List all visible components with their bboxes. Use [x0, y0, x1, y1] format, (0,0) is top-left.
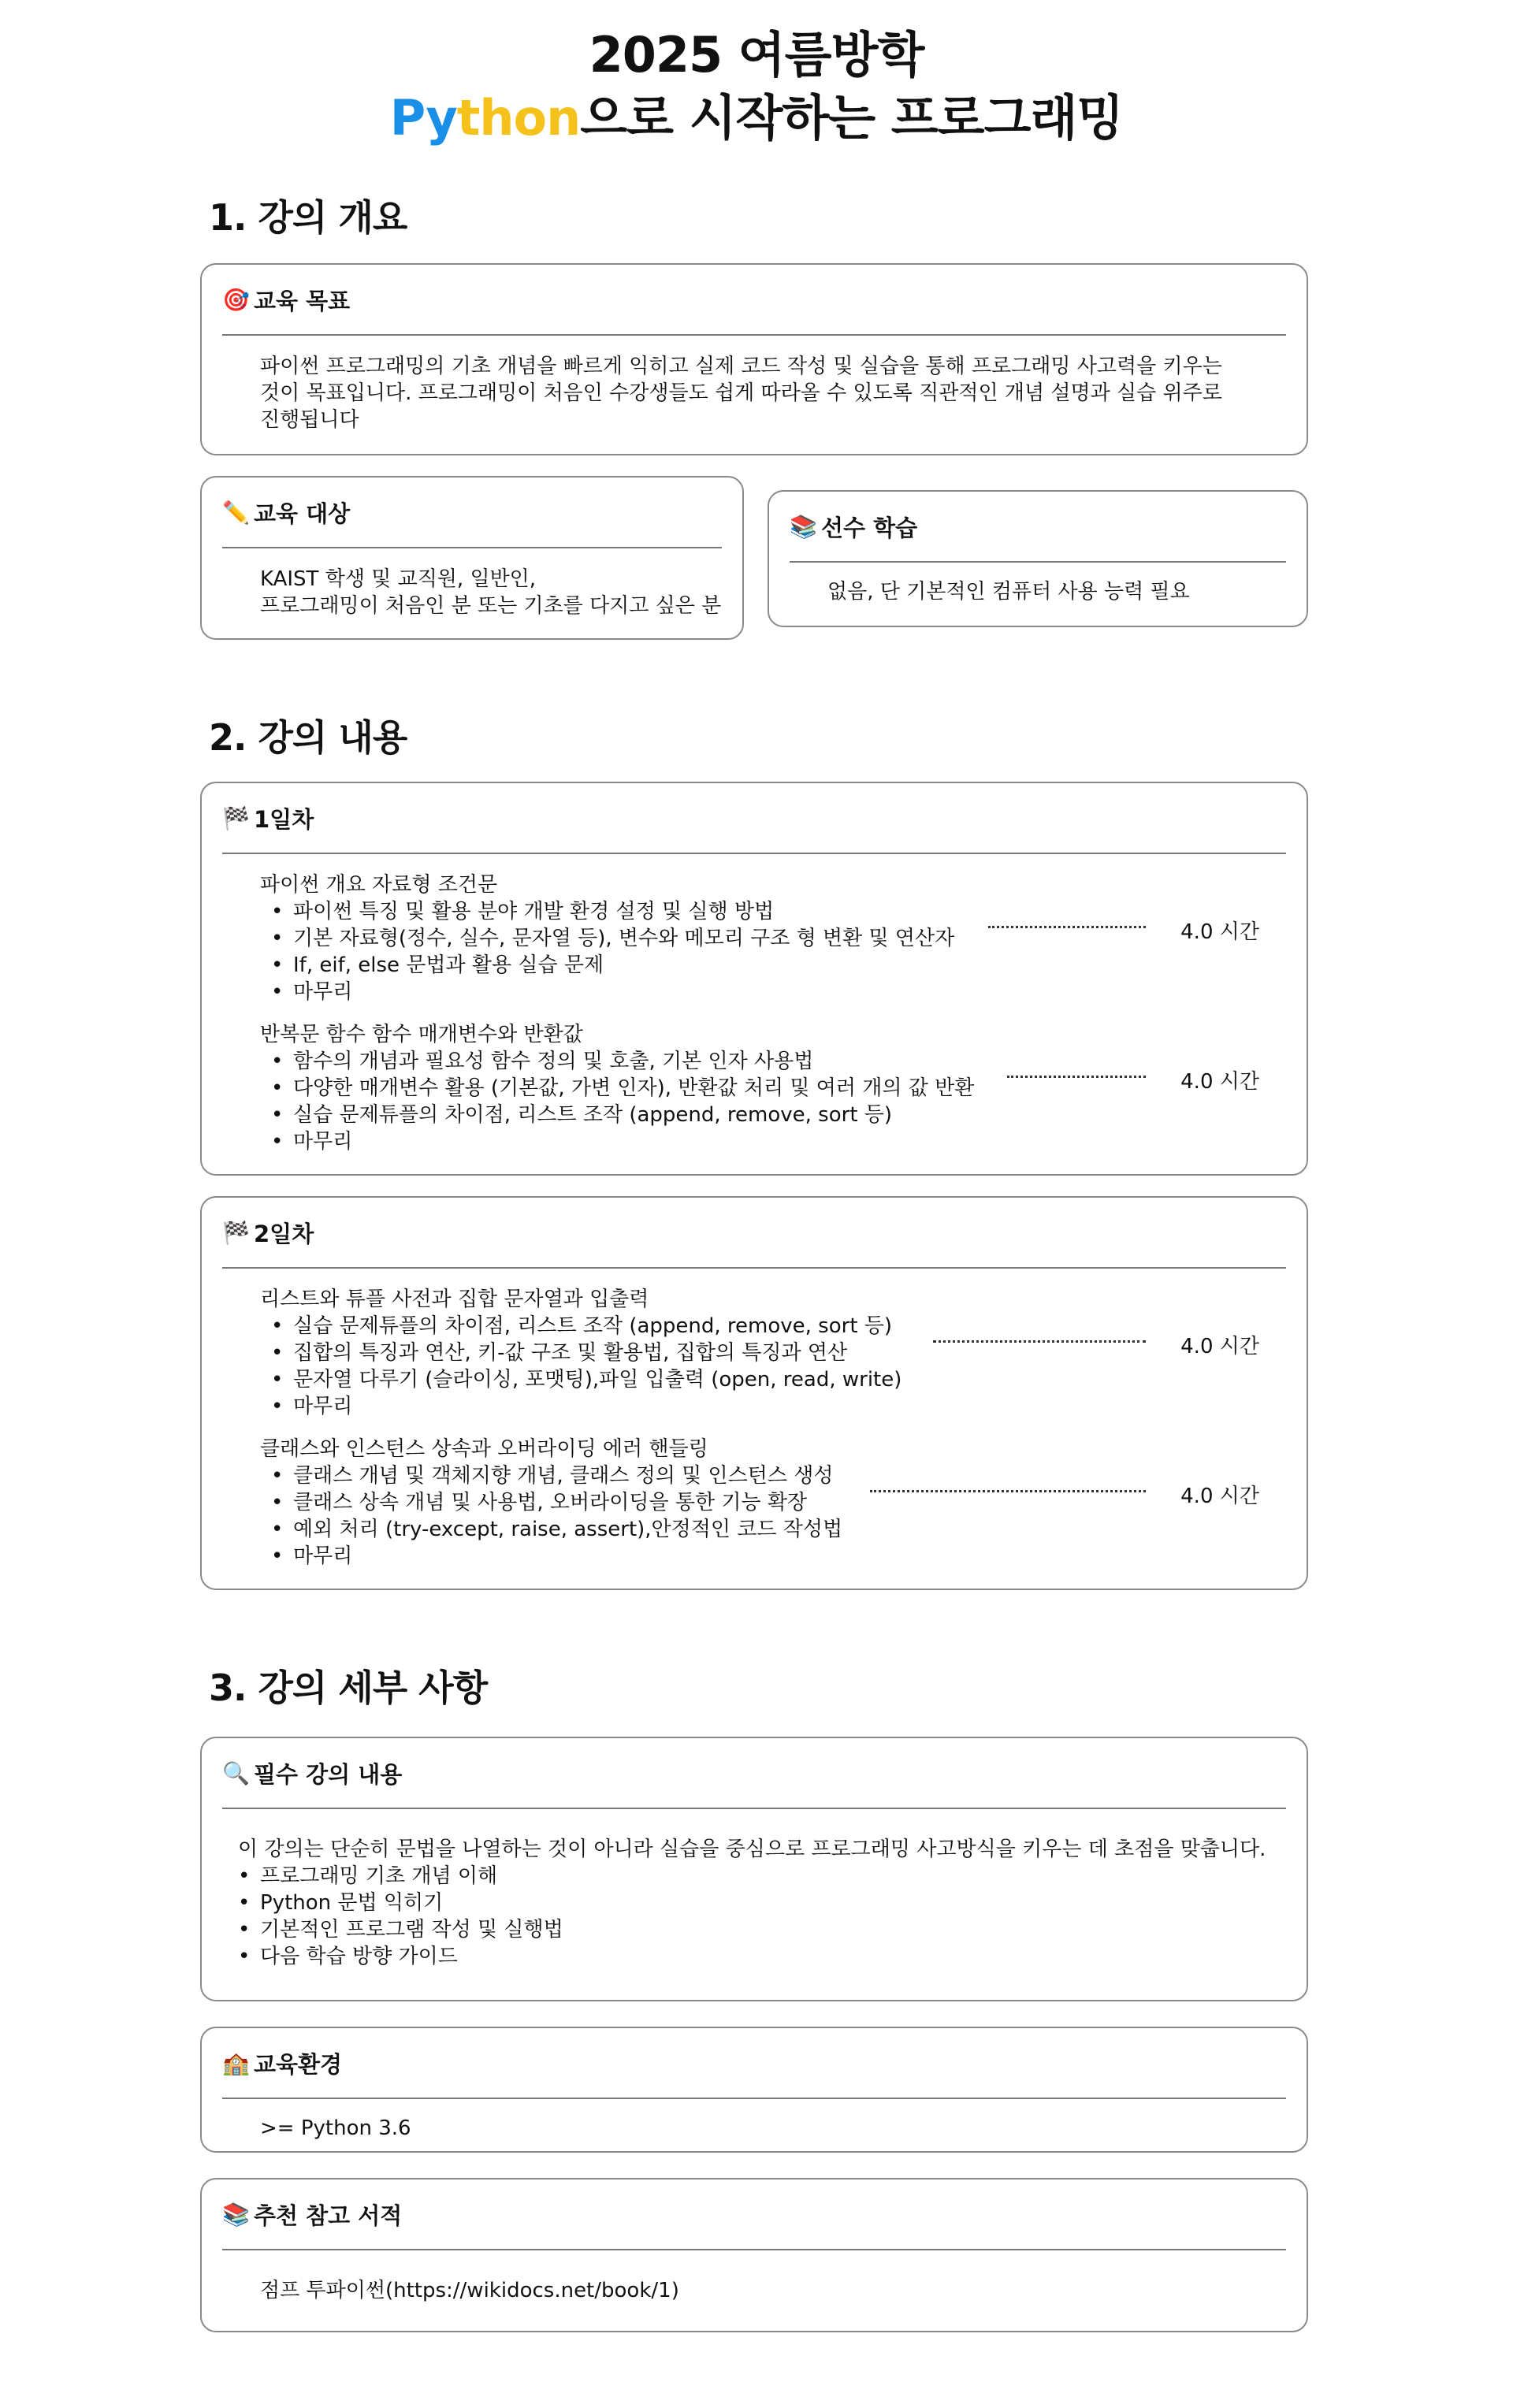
target-text: [260, 566, 727, 619]
page-title-line2: [0, 79, 1513, 149]
group-title: 반복문 함수 함수 매개변수와 반환값: [260, 1023, 583, 1046]
title-rest: 으로 시작하는 프로그래밍: [580, 89, 1124, 147]
list-item: • 클래스 상속 개념 및 사용법, 오버라이딩을 통한 기능 확장: [260, 1489, 1259, 1516]
leader-dots: [1007, 1076, 1146, 1078]
hours-row: [1007, 1065, 1259, 1094]
list-item: • 파이썬 특징 및 활용 분야 개발 환경 설정 및 실행 방법: [260, 898, 1259, 925]
goal-card-header: [222, 265, 1286, 336]
list-item: • 실습 문제튜플의 차이점, 리스트 조작 (append, remove, sort 등): [260, 1313, 1259, 1340]
list-item: • 다양한 매개변수 활용 (기본값, 가변 인자), 반환값 처리 및 여러 개의 값 반환: [260, 1075, 1259, 1102]
environment-card-header: [222, 2028, 1286, 2099]
prereq-card-header: [790, 492, 1286, 563]
prereq-text: 없음, 단 기본적인 컴퓨터 사용 능력 필요: [827, 580, 1190, 604]
list-item: • 예외 처리 (try-except, raise, assert),안정적인 코드 작성법: [260, 1516, 1259, 1543]
environment-card: [200, 2027, 1308, 2153]
leader-dots: [933, 1340, 1146, 1343]
hours-label: 4.0 시간: [1180, 1485, 1259, 1508]
group-title: 리스트와 튜플 사전과 집합 문자열과 입출력: [260, 1288, 649, 1311]
list-item: • 실습 문제튜플의 차이점, 리스트 조작 (append, remove, sort 등): [260, 1102, 1259, 1128]
section-3-heading: 3. 강의 세부 사항: [209, 1667, 488, 1709]
list-item: • 마무리: [260, 1543, 1259, 1570]
list-item: • Python 문법 익히기: [227, 1890, 1291, 1916]
day2-card-title: 2일차: [254, 1220, 314, 1247]
prereq-card: [768, 490, 1308, 627]
day2-group-2: [260, 1436, 1259, 1570]
page-title-line1: 2025 여름방학: [589, 26, 924, 84]
list-item: • 마무리: [260, 1393, 1259, 1420]
environment-text: >= Python 3.6: [260, 2116, 411, 2140]
prereq-card-title: 선수 학습: [821, 514, 918, 541]
school-icon: 🏫: [222, 2049, 250, 2076]
list-item: • 기본적인 프로그램 작성 및 실행법: [227, 1916, 1291, 1943]
day1-card-title: 1일차: [254, 805, 314, 833]
day2-card: [200, 1196, 1308, 1590]
books-card-header: [222, 2179, 1286, 2250]
day1-card-header: [222, 783, 1286, 854]
section-2-heading: 2. 강의 내용: [209, 716, 407, 759]
list-item: • 함수의 개념과 필요성 함수 정의 및 호출, 기본 인자 사용법: [260, 1048, 1259, 1075]
target-line-1: KAIST 학생 및 교직원, 일반인,: [260, 567, 537, 591]
goal-card-title: 교육 목표: [254, 287, 351, 314]
list-item: • 다음 학습 방향 가이드: [227, 1943, 1291, 1970]
hours-label: 4.0 시간: [1180, 920, 1259, 944]
list-item: • 문자열 다루기 (슬라이싱, 포맷팅),파일 입출력 (open, read, write): [260, 1366, 1259, 1393]
target-card: [200, 476, 744, 640]
goal-text: 파이썬 프로그래밍의 기초 개념을 빠르게 익히고 실제 코드 작성 및 실습을 통해 프로그래밍 사고력을 키우는 것이 목표입니다. 프로그래밍이 처음인 수강생들도 쉽게 따라올 수 있도록 직관적인 개념 설명과 실습 위주로 진행됩니다: [260, 355, 1222, 432]
target-card-header: [222, 478, 722, 548]
day1-group-2: [260, 1021, 1259, 1155]
checkered-flag-icon: 🏁: [222, 805, 250, 831]
list-item: • 클래스 개념 및 객체지향 개념, 클래스 정의 및 인스턴스 생성: [260, 1462, 1259, 1489]
environment-card-title: 교육환경: [254, 2050, 343, 2078]
list-item: • 마무리: [260, 979, 1259, 1005]
hours-label: 4.0 시간: [1180, 1335, 1259, 1358]
required-card-title: 필수 강의 내용: [254, 1760, 403, 1788]
day1-group-1: [260, 871, 1259, 1005]
hours-label: 4.0 시간: [1180, 1070, 1259, 1094]
target-card-title: 교육 대상: [254, 500, 351, 527]
target-line-2: 프로그래밍이 처음인 분 또는 기초를 다지고 싶은 분: [260, 594, 722, 618]
day2-group-1: [260, 1286, 1259, 1420]
section-1-heading: 1. 강의 개요: [209, 196, 407, 239]
list-item: • 집합의 특징과 연산, 키-값 구조 및 활용법, 집합의 특징과 연산: [260, 1340, 1259, 1366]
books-icon: 📚: [790, 513, 817, 540]
list-item: • If, eif, else 문법과 활용 실습 문제: [260, 952, 1259, 979]
leader-dots: [870, 1490, 1146, 1492]
hours-row: [988, 916, 1259, 945]
goal-card: [200, 263, 1308, 455]
checkered-flag-icon: 🏁: [222, 1219, 250, 1246]
required-card: [200, 1737, 1308, 2001]
list-item: • 마무리: [260, 1128, 1259, 1155]
magnifier-icon: 🔍: [222, 1760, 250, 1786]
books-card-title: 추천 참고 서적: [254, 2202, 403, 2229]
list-item: • 프로그래밍 기초 개념 이해: [227, 1863, 1291, 1890]
day1-card: [200, 782, 1308, 1176]
hours-row: [933, 1330, 1259, 1359]
pencil-icon: ✏️: [222, 499, 250, 526]
group-title: 파이썬 개요 자료형 조건문: [260, 873, 498, 897]
books-icon: 📚: [222, 2201, 250, 2228]
required-card-header: [222, 1738, 1286, 1809]
list-item: • 기본 자료형(정수, 실수, 문자열 등), 변수와 메모리 구조 형 변환 및 연산자: [260, 925, 1259, 952]
books-text: 점프 투파이썬(https://wikidocs.net/book/1): [260, 2279, 679, 2302]
target-icon: 🎯: [222, 286, 250, 313]
group-title: 클래스와 인스턴스 상속과 오버라이딩 에러 핸들링: [260, 1437, 708, 1461]
books-card: [200, 2178, 1308, 2332]
hours-row: [870, 1480, 1259, 1509]
required-body: [238, 1836, 1291, 1970]
leader-dots: [988, 926, 1146, 928]
title-python-py: Py: [389, 89, 457, 147]
day2-card-header: [222, 1198, 1286, 1269]
title-python-thon: thon: [456, 89, 581, 147]
required-intro: 이 강의는 단순히 문법을 나열하는 것이 아니라 실습을 중심으로 프로그래밍 사고방식을 키우는 데 초점을 맞춥니다.: [238, 1838, 1266, 1861]
